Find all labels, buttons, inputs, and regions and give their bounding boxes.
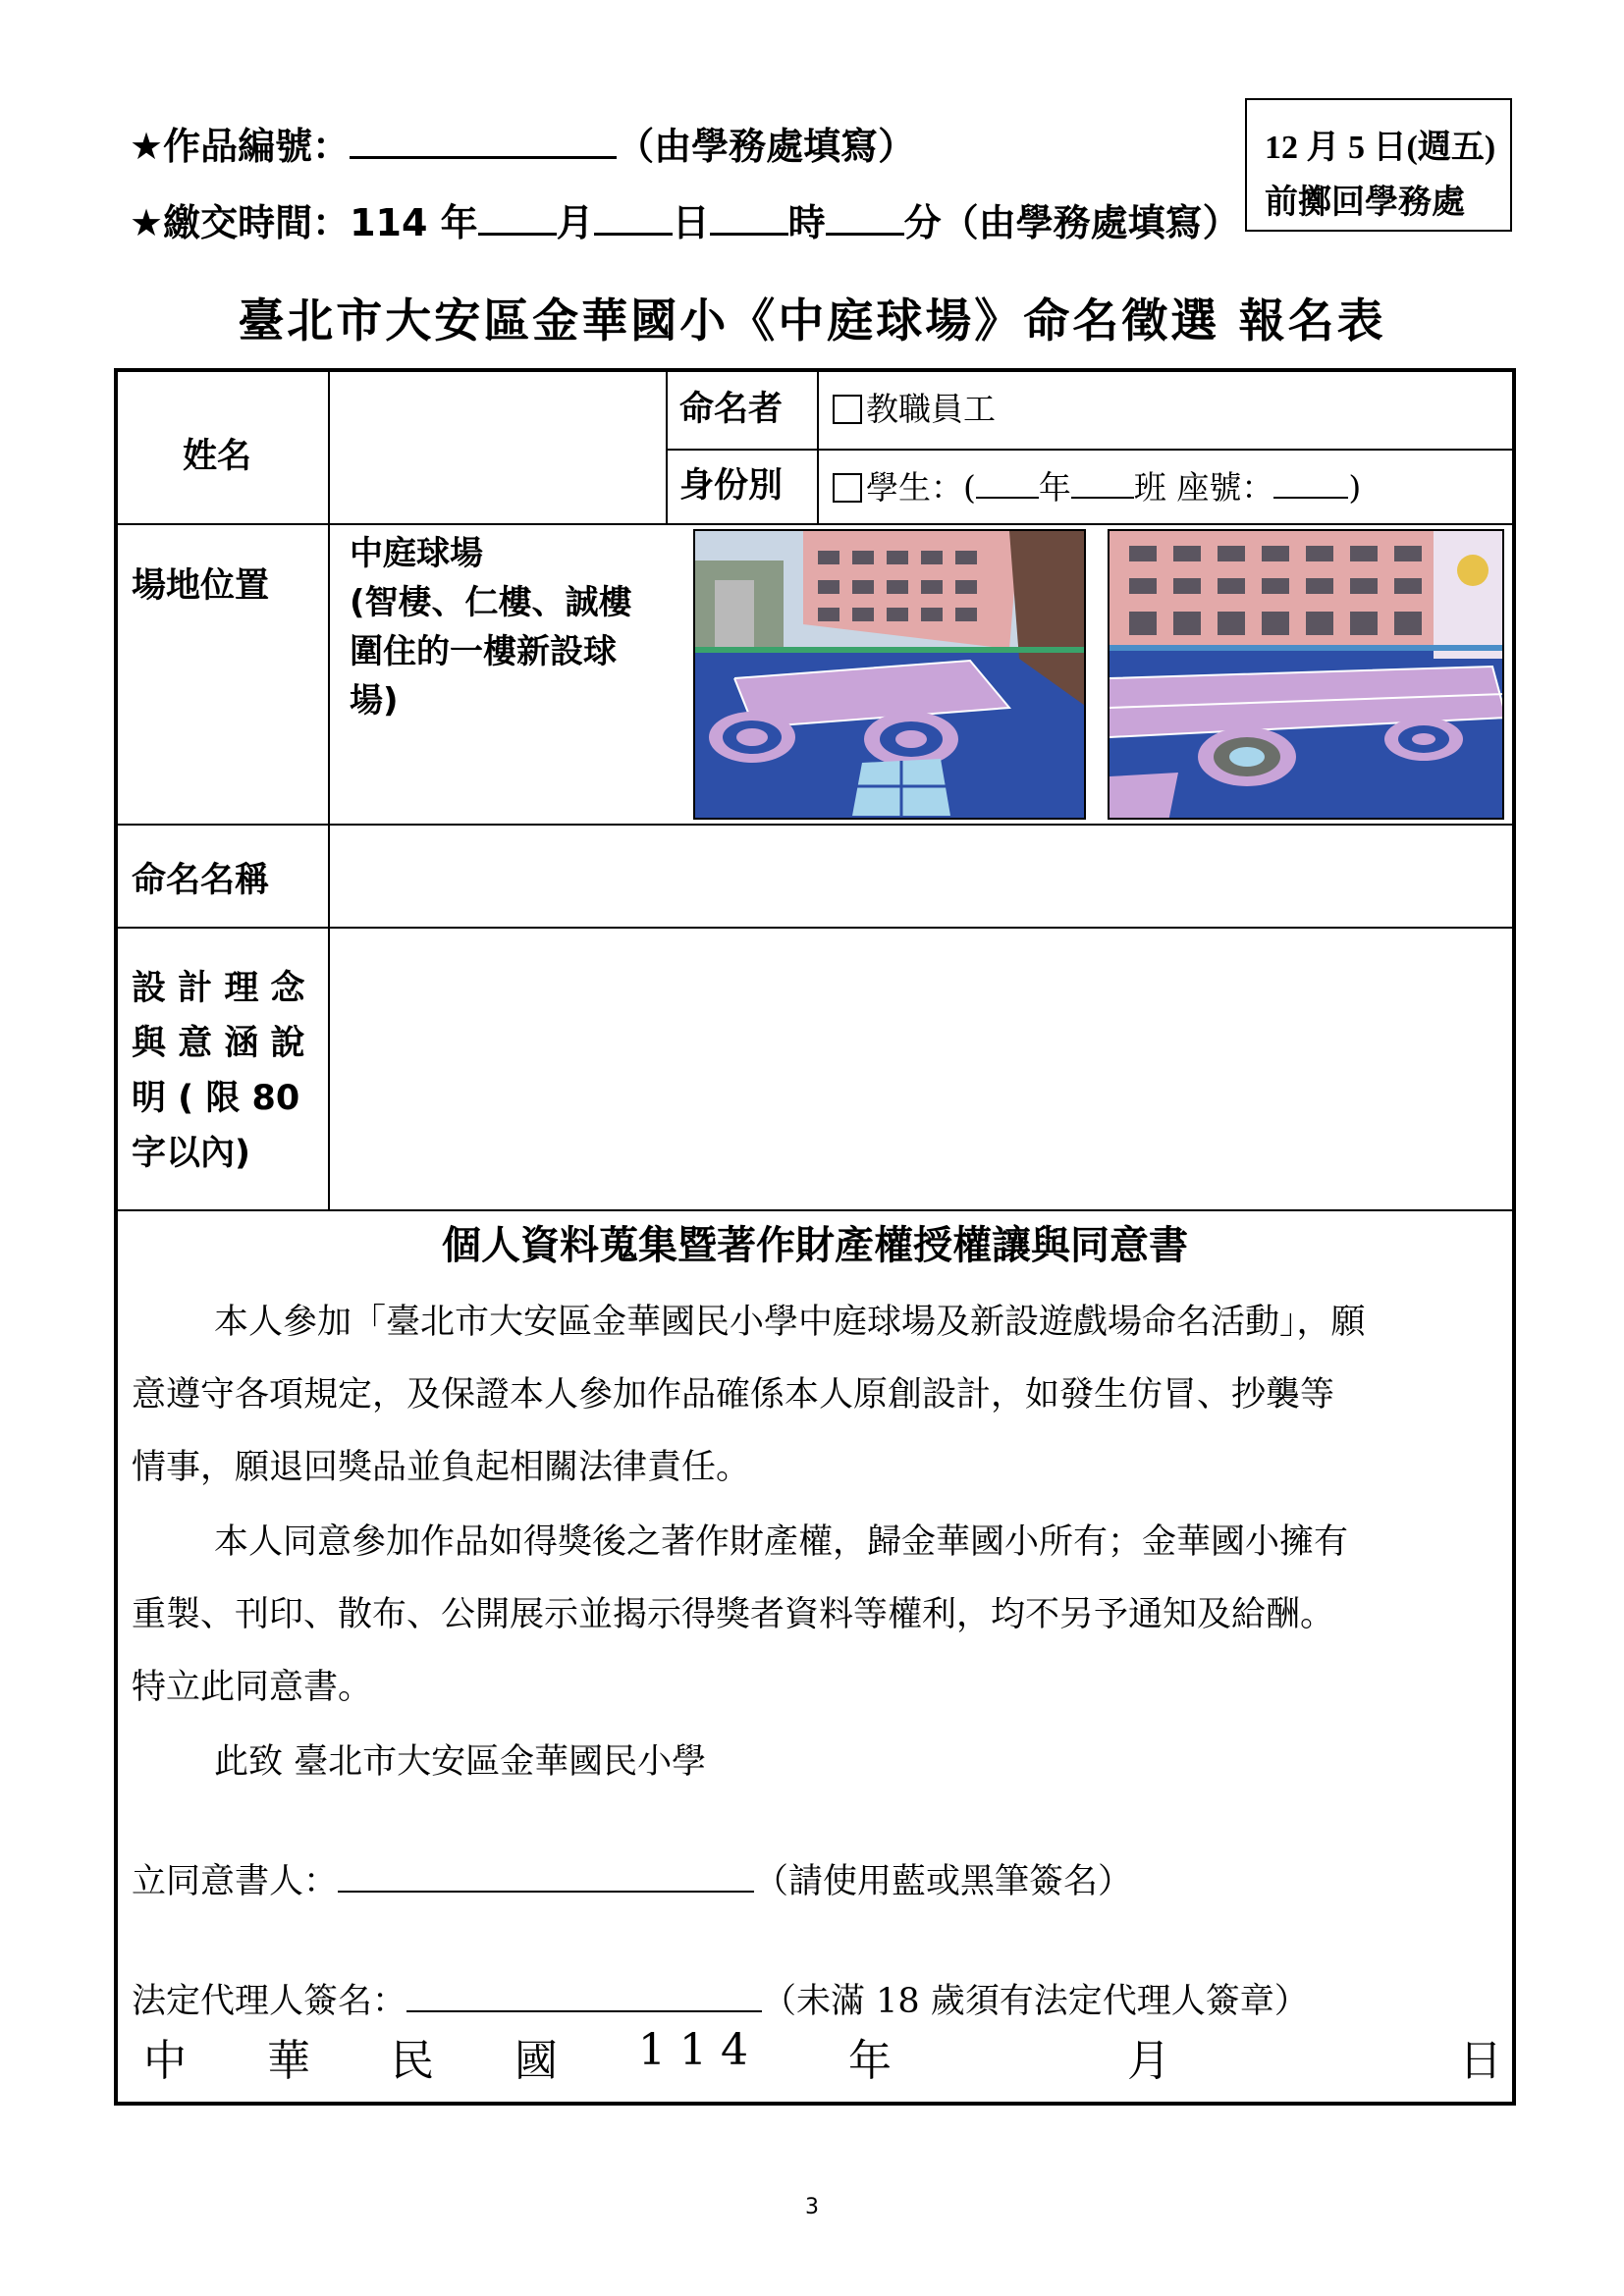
court-photo-left <box>693 529 1086 820</box>
consent-line: 特立此同意書。 <box>132 1668 373 1707</box>
student-checkbox[interactable] <box>833 473 862 503</box>
submit-month-label: 月 <box>556 201 594 244</box>
date-year: 1 1 4 <box>638 2025 748 2075</box>
deadline-place: 前擲回學務處 <box>1265 185 1465 221</box>
site-line: 場) <box>350 681 399 721</box>
role-label-line1: 命名者 <box>679 390 784 429</box>
seat-label: 班 座號： <box>1133 468 1274 507</box>
name-input-cell[interactable] <box>332 374 664 521</box>
site-label: 場地位置 <box>132 566 270 606</box>
concept-label-line: 與 意 涵 說 <box>132 1024 305 1063</box>
deadline-date: 12 月 5 日(週五) <box>1265 130 1496 166</box>
date-char-zhong: 中 <box>143 2036 187 2086</box>
page-number: 3 <box>805 2195 819 2219</box>
date-char-hua: 華 <box>267 2036 310 2086</box>
signer-note: （請使用藍或黑筆簽名） <box>754 1862 1133 1901</box>
signer-label: 立同意書人： <box>132 1862 339 1901</box>
site-line: 中庭球場 <box>350 534 483 573</box>
guardian-row <box>132 1974 1309 2023</box>
submit-hour-label: 時 <box>787 201 826 244</box>
role-label-divider-left <box>666 372 668 523</box>
work-number-note: （由學務處填寫） <box>617 125 916 168</box>
date-char-min: 民 <box>391 2036 434 2086</box>
work-number-blank <box>350 123 617 159</box>
site-line: (智棲、仁樓、誠樓 <box>350 583 632 622</box>
consent-line: 情事，願退回獎品並負起相關法律責任。 <box>132 1448 751 1487</box>
date-char-guo: 國 <box>514 2036 558 2086</box>
date-char-ri: 日 <box>1459 2036 1502 2086</box>
consent-line: 本人參加「臺北市大安區金華國民小學中庭球場及新設遊戲場命名活動」，願 <box>214 1303 1366 1342</box>
role-row-divider <box>668 449 1512 451</box>
consent-line: 本人同意參加作品如得獎後之著作財產權，歸金華國小所有；金華國小擁有 <box>214 1522 1349 1562</box>
concept-label-line: 字以內) <box>132 1134 250 1173</box>
page-title: 臺北市大安區金華國小《中庭球場》命名徵選 報名表 <box>238 294 1386 348</box>
date-char-nian: 年 <box>848 2036 892 2086</box>
naming-label: 命名名稱 <box>132 861 270 900</box>
guardian-blank[interactable] <box>406 1979 762 2012</box>
role-label-divider-right <box>817 372 819 523</box>
deadline-box <box>1245 98 1512 232</box>
work-number-row <box>130 116 915 170</box>
consent-line: 此致 臺北市大安區金華國民小學 <box>214 1742 707 1782</box>
row-divider <box>118 523 1512 525</box>
role-option-student[interactable] <box>833 462 1361 508</box>
concept-input-cell[interactable] <box>332 929 1510 1207</box>
class-blank[interactable] <box>1071 467 1134 499</box>
submit-minute-blank <box>826 199 904 236</box>
consent-line: 重製、刊印、散布、公開展示並揭示得獎者資料等權利，均不另予通知及給酬。 <box>132 1595 1335 1634</box>
submit-minute-label: 分（由學務處填寫） <box>903 201 1240 244</box>
form-table <box>114 368 1516 2106</box>
naming-input-cell[interactable] <box>332 826 1510 925</box>
signer-blank[interactable] <box>338 1859 754 1893</box>
court-photo-right-image <box>1110 531 1504 820</box>
student-label: 學生：( <box>866 468 976 507</box>
submit-hour-blank <box>710 199 788 236</box>
guardian-note: （未滿 18 歲須有法定代理人簽章） <box>762 1982 1309 2021</box>
concept-label <box>132 961 305 1181</box>
submit-month-blank <box>478 199 557 236</box>
seat-blank[interactable] <box>1273 467 1348 499</box>
grade-blank[interactable] <box>976 467 1039 499</box>
site-line: 圍住的一樓新設球 <box>350 632 617 671</box>
signer-row <box>132 1854 1132 1903</box>
work-number-label: ★作品編號： <box>130 125 351 168</box>
submit-time-label: ★繳交時間：114 年 <box>130 201 478 244</box>
submit-day-blank <box>594 199 673 236</box>
staff-label: 教職員工 <box>866 390 996 428</box>
student-close-paren: ) <box>1348 468 1362 507</box>
submit-time-row <box>130 192 1240 246</box>
name-label: 姓名 <box>183 437 252 476</box>
submit-day-label: 日 <box>672 201 710 244</box>
concept-label-line: 設 計 理 念 <box>132 969 305 1008</box>
site-description <box>350 529 632 725</box>
role-option-staff[interactable] <box>833 384 996 430</box>
row-divider <box>118 1209 1512 1211</box>
court-photo-right <box>1108 529 1504 820</box>
concept-label-line: 明 ( 限 80 <box>132 1079 300 1118</box>
label-column-divider <box>328 372 330 1209</box>
role-label-line2: 身份別 <box>679 466 784 506</box>
staff-checkbox[interactable] <box>833 395 862 424</box>
consent-line: 意遵守各項規定，及保證本人參加作品確係本人原創設計，如發生仿冒、抄襲等 <box>132 1375 1335 1415</box>
consent-heading: 個人資料蒐集暨著作財產權授權讓與同意書 <box>442 1223 1188 1268</box>
guardian-label: 法定代理人簽名： <box>132 1982 407 2021</box>
date-char-yue: 月 <box>1127 2036 1170 2086</box>
court-photo-left-image <box>695 531 1086 820</box>
grade-label: 年 <box>1038 468 1071 507</box>
